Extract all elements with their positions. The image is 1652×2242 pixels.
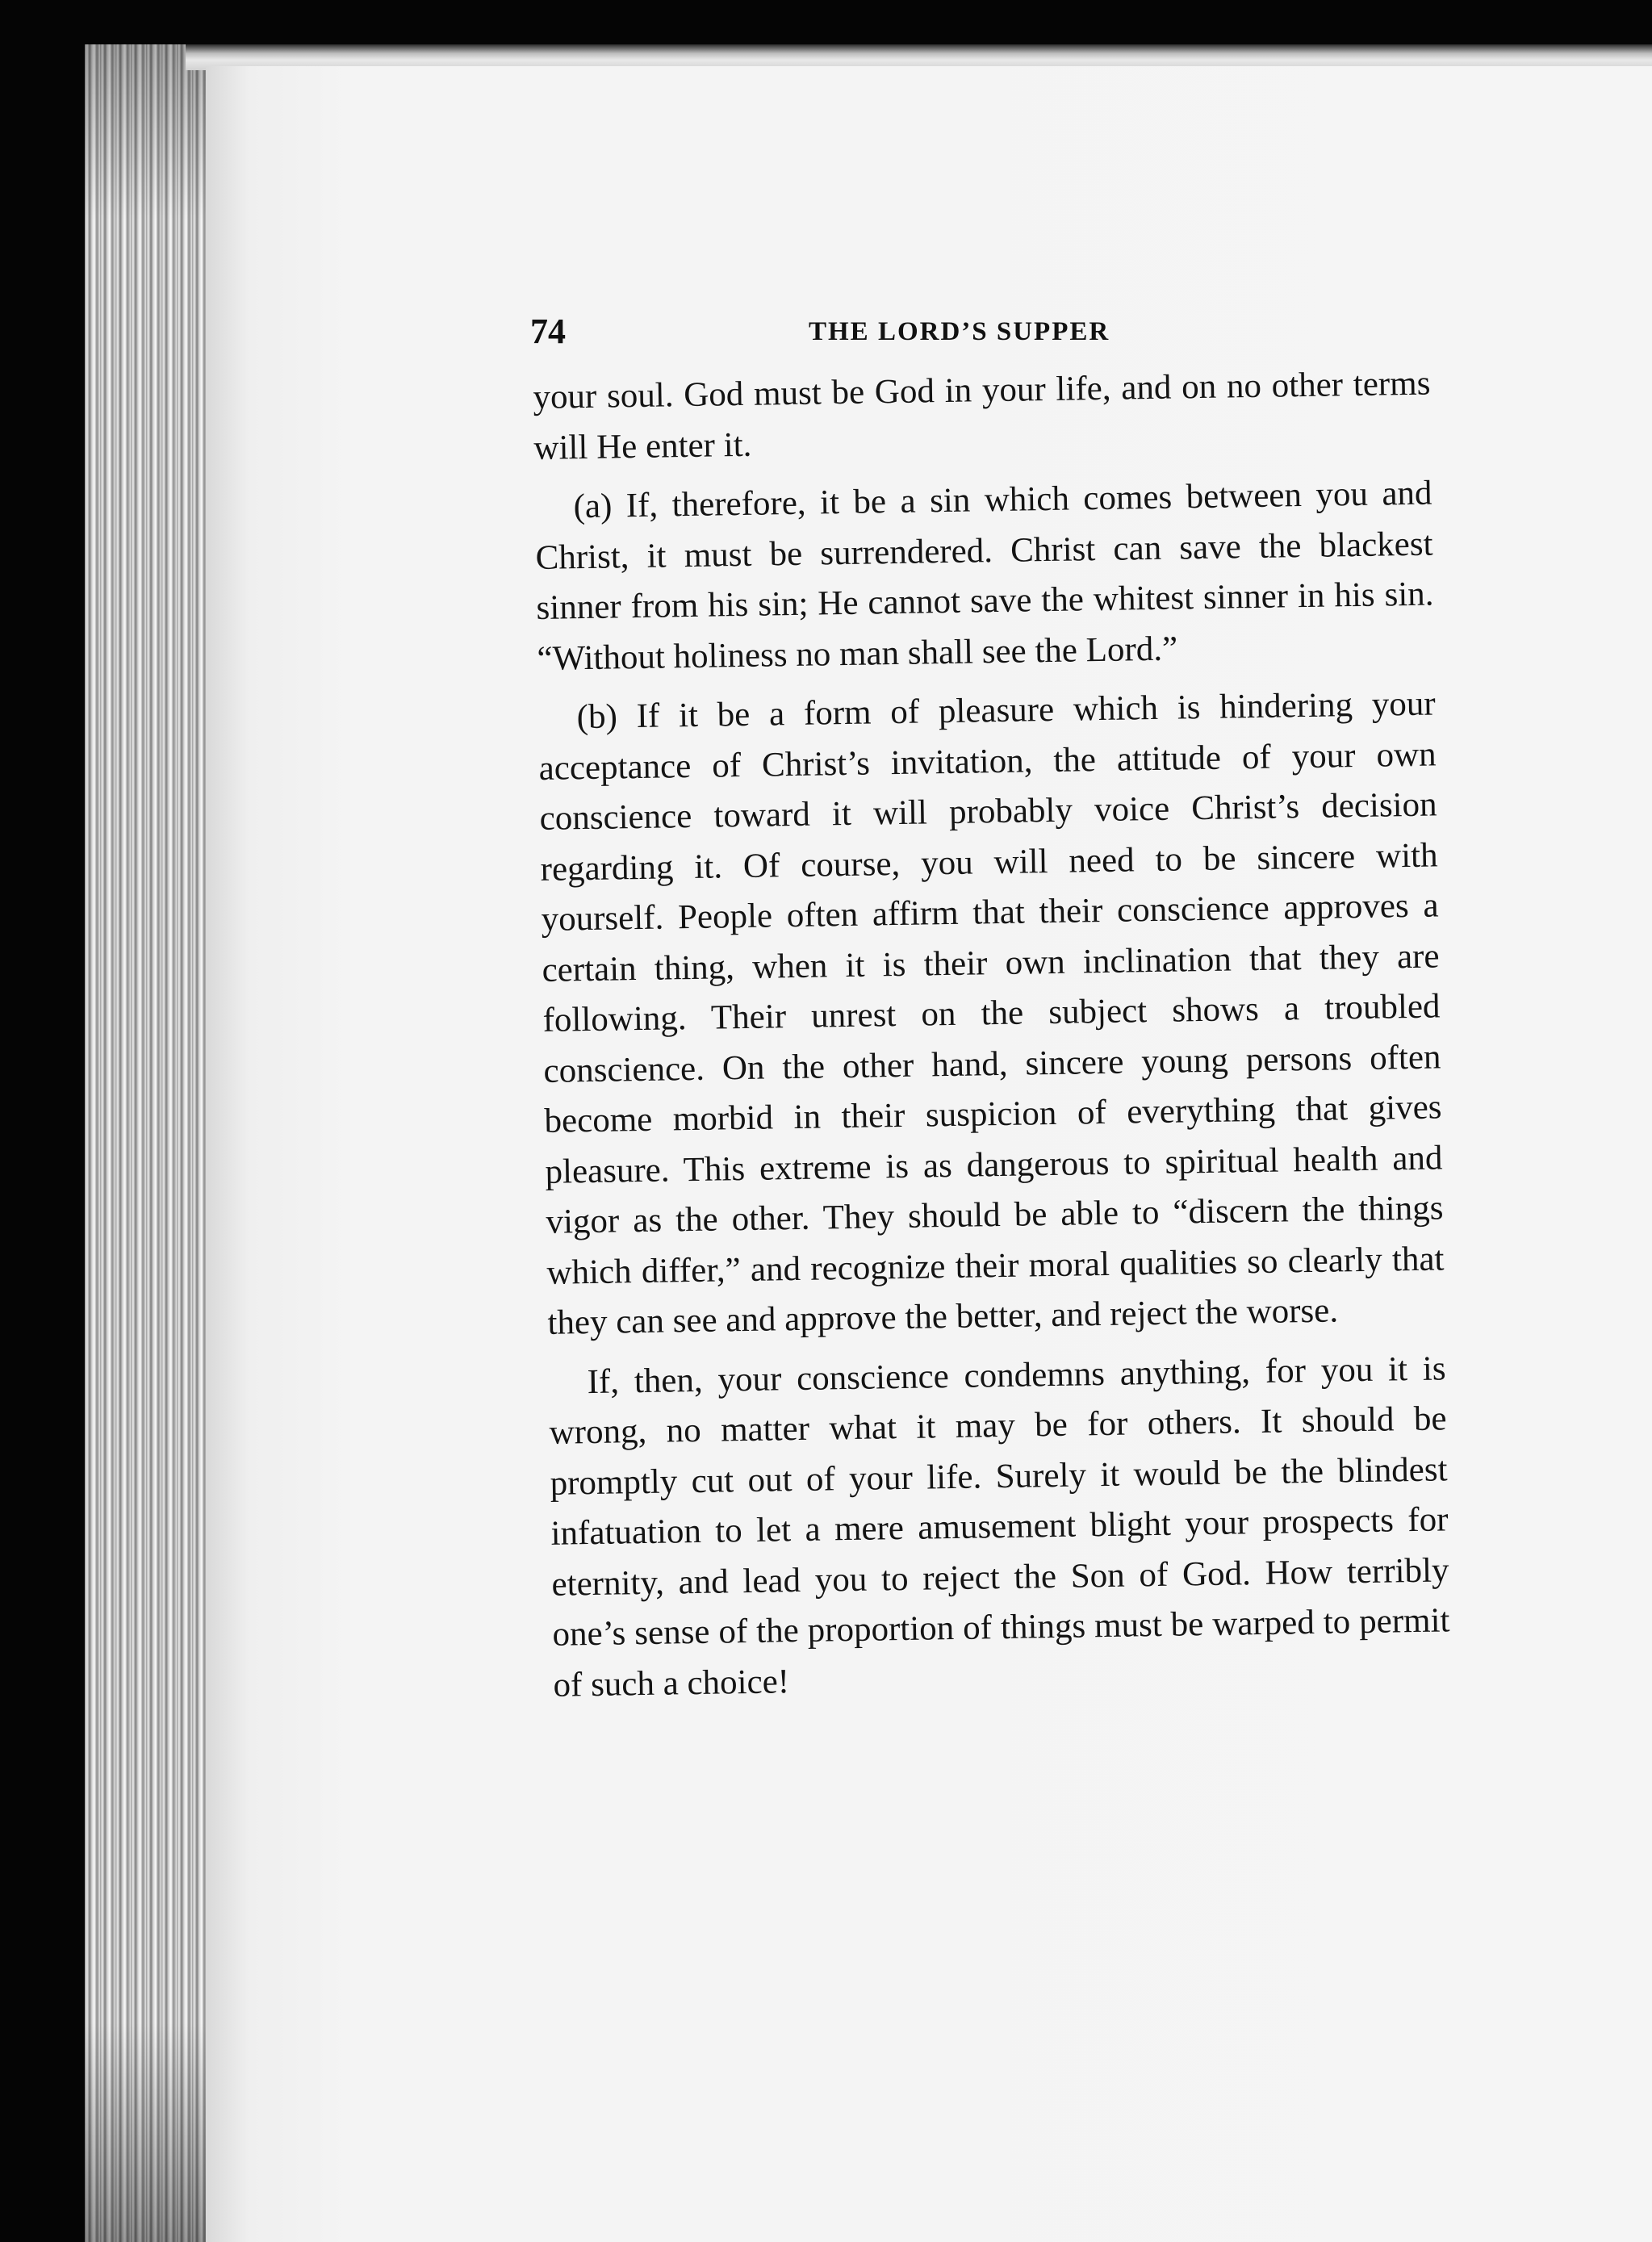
paragraph-1: your soul. God must be God in your life, and on no other terms will He enter it. xyxy=(533,364,1431,467)
body-text xyxy=(533,359,1451,1711)
paragraph-4: If, then, your conscience condemns anything, for you it is wrong, no matter what it may be for others. It should be promptly cut out of your life. Surely it would be the blindest infatuation to let a mere amusement blight your prospects for eternity, and lead you to reject the Son of God. How terribly one’s sense of the proportion of things must be warped to permit of such a choice! xyxy=(549,1349,1450,1705)
paragraph-2: (a) If, therefore, it be a sin which comes between you and Christ, it must be surrendered. Christ can save the blackest sinner from his sin; He cannot save the whitest sinner in his sin. “Without holiness no man shall see the Lord.” xyxy=(535,474,1434,678)
page-number: 74 xyxy=(530,312,566,351)
running-title: THE LORD’S SUPPER xyxy=(809,317,1110,346)
page-edges xyxy=(85,44,214,2242)
paragraph-3: (b) If it be a form of pleasure which is hindering your acceptance of Christ’s invitation, the attitude of your own conscience toward it will probably voice Christ’s decision regarding it. Of course, you will need to be sincere with yourself. People often affirm that their conscience approves a certain thing, when it is their own inclination that they are following. Their unrest on the subject shows a troubled conscience. On the other hand, sincere young persons often become morbid in their suspicion of everything that gives pleasure. This extreme is as dangerous to spiritual health and vigor as the other. They should be able to “discern the things which differ,” and recognize their moral qualities so clearly that they can see and approve the better, and reject the worse. xyxy=(538,684,1445,1342)
page-header xyxy=(530,311,1458,359)
